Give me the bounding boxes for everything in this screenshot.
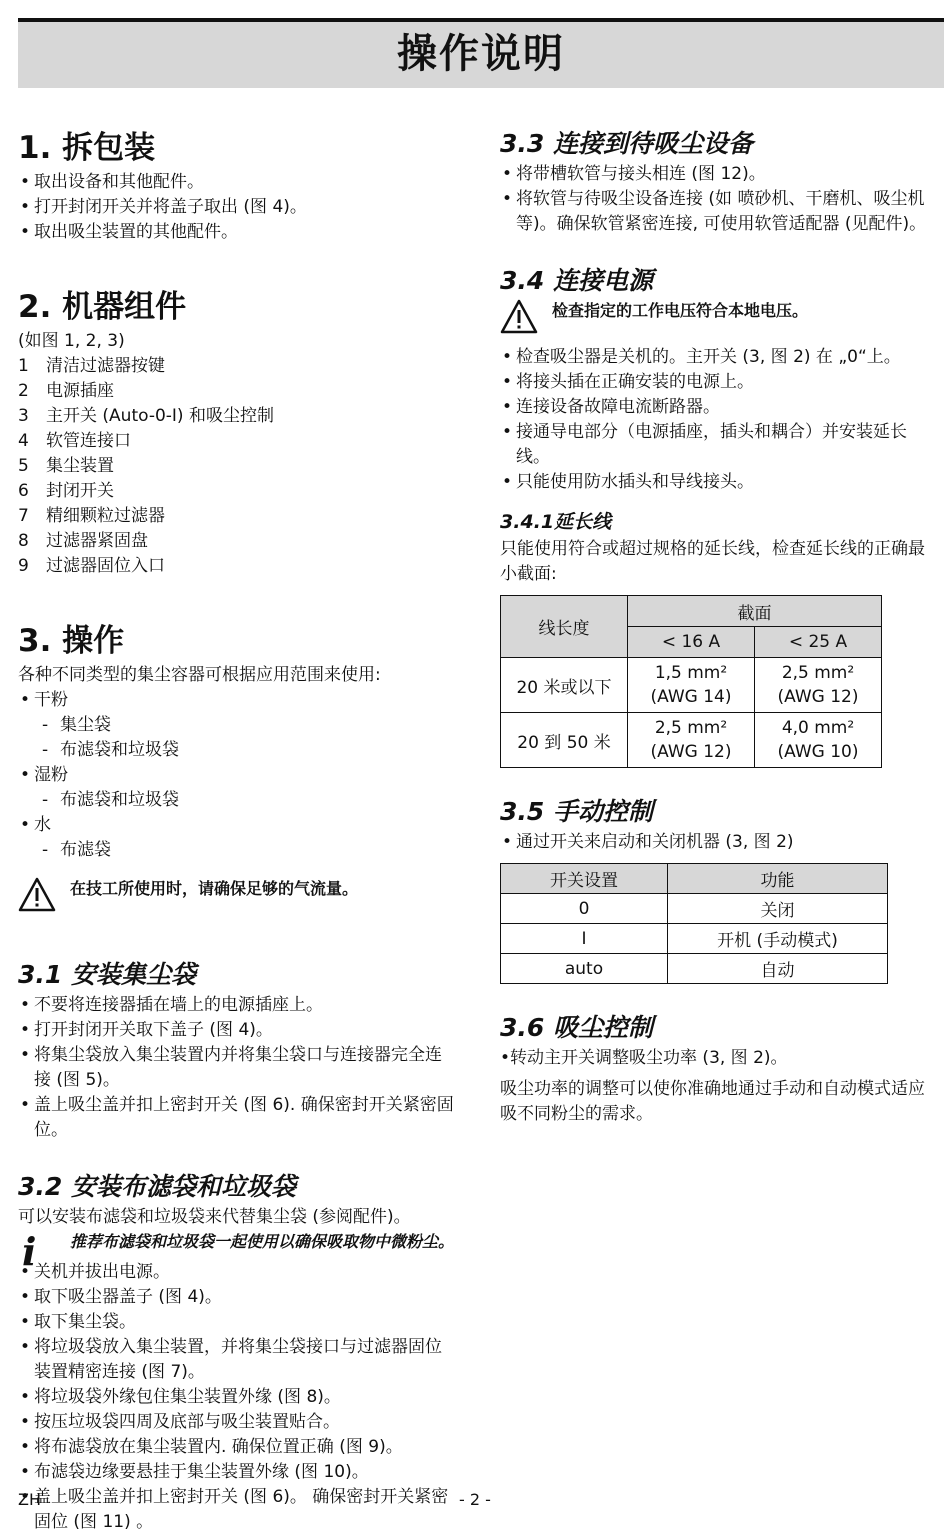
table-header: 功能 [668,864,888,894]
list-item: 2 电源插座 [18,381,114,401]
list-item: • 将集尘袋放入集尘装置内并将集尘袋口与连接器完全连接 (图 5)。 [18,1043,458,1093]
list-item: • 取出吸尘装置的其他配件。 [18,220,458,245]
components-intro: (如图 1, 2, 3) [18,331,125,351]
operation-intro: 各种不同类型的集尘容器可根据应用范围来使用: [18,665,381,685]
list-item: • 布滤袋边缘要悬挂于集尘装置外缘 (图 10)。 [18,1460,458,1485]
list-item: 1 清洁过滤器按键 [18,356,165,376]
section-heading-connect-power: 3.4 连接电源 [500,266,653,295]
list-item: • 取下吸尘器盖子 (图 4)。 [18,1285,458,1310]
list-item: • 将垃圾袋外缘包住集尘装置外缘 (图 8)。 [18,1385,458,1410]
list-item: • 将接头插在正确安装的电源上。 [500,370,930,395]
suction-control-item: •转动主开关调整吸尘功率 (3, 图 2)。 [500,1048,788,1068]
container-type-list [18,763,458,788]
table-row [501,954,888,984]
components-list [18,354,458,579]
list-item: • 水 [18,813,458,838]
list-item: • 将布滤袋放在集尘装置内. 确保位置正确 (图 9)。 [18,1435,458,1460]
table-header: < 16 A [628,627,755,658]
list-item: • 干粉 [18,688,458,713]
table-cell: auto [501,954,668,984]
right-column [500,128,930,1127]
install-filter-bag-intro: 可以安装布滤袋和垃圾袋来代替集尘袋 (参阅配件)。 [18,1207,411,1227]
table-row [501,894,888,924]
info-icon: i [22,1229,37,1274]
list-item: 8 过滤器紧固盘 [18,531,148,551]
list-item: 7 精细颗粒过滤器 [18,506,165,526]
list-item: • 打开封闭开关并将盖子取出 (图 4)。 [18,195,458,220]
section-heading-operation: 3. 操作 [18,623,125,659]
table-row [501,924,888,954]
table-cell: 2,5 mm² (AWG 12) [628,713,755,768]
sub-list [18,788,458,813]
list-item: - 布滤袋 [42,838,458,863]
section-heading-unpacking: 1. 拆包装 [18,130,156,166]
install-bag-list [18,993,458,1143]
list-item: 3 主开关 (Auto-0-I) 和吸尘控制 [18,406,274,426]
table-cell: I [501,924,668,954]
table-header: < 25 A [755,627,882,658]
list-item: • 盖上吸尘盖并扣上密封开关 (图 6)。 确保密封开关紧密固位 (图 11) 。 [18,1485,458,1535]
table-cell: 4,0 mm² (AWG 10) [755,713,882,768]
list-item: - 布滤袋和垃圾袋 [42,788,458,813]
table-header: 截面 [628,596,882,627]
section-heading-install-filter-bag: 3.2 安装布滤袋和垃圾袋 [18,1172,296,1201]
list-item: • 湿粉 [18,763,458,788]
list-item: • 取出设备和其他配件。 [18,170,458,195]
list-item: • 取下集尘袋。 [18,1310,458,1335]
warning-notice [500,299,930,339]
extension-cord-intro: 只能使用符合或超过规格的延长线，检查延长线的正确最小截面: [500,539,925,584]
list-item: • 盖上吸尘盖并扣上密封开关 (图 6). 确保密封开关紧密固位。 [18,1093,458,1143]
list-item: 9 过滤器固位入口 [18,556,165,576]
list-item: • 检查吸尘器是关机的。主开关 (3, 图 2) 在 „0“上。 [500,345,930,370]
list-item: 6 封闭开关 [18,481,114,501]
list-item: • 将带槽软管与接头相连 (图 12)。 [500,162,930,187]
list-item: • 打开封闭开关取下盖子 (图 4)。 [18,1018,458,1043]
list-item: 5 集尘装置 [18,456,114,476]
section-heading-suction-control: 3.6 吸尘控制 [500,1013,653,1042]
extension-cord-table [500,595,882,768]
suction-control-text: 吸尘功率的调整可以使你准确地通过手动和自动模式适应吸不同粉尘的需求。 [500,1079,925,1124]
section-heading-connect-device: 3.3 连接到待吸尘设备 [500,129,753,158]
list-item: • 通过开关来启动和关闭机器 (3, 图 2) [500,830,930,855]
warning-text: 在技工所使用时，请确保足够的气流量。 [70,879,359,898]
left-column [18,128,458,1535]
table-row [501,658,882,713]
list-item: • 不要将连接器插在墙上的电源插座上。 [18,993,458,1018]
table-cell: 开机 (手动模式) [668,924,888,954]
list-item: • 连接设备故障电流断路器。 [500,395,930,420]
table-cell: 1,5 mm² (AWG 14) [628,658,755,713]
list-item: • 关机并拔出电源。 [18,1260,458,1285]
section-heading-install-bag: 3.1 安装集尘袋 [18,960,196,989]
section-heading-components: 2. 机器组件 [18,289,187,325]
switch-table [500,863,888,984]
warning-icon [18,877,56,913]
warning-notice [18,877,458,917]
table-cell: 20 到 50 米 [501,713,628,768]
container-type-list [18,813,458,838]
manual-control-list [500,830,930,855]
sub-list [18,838,458,863]
table-cell: 自动 [668,954,888,984]
info-note-text: 推荐布滤袋和垃圾袋一起使用以确保吸取物中微粉尘。 [70,1232,455,1251]
title-bar [18,18,944,88]
table-cell: 关闭 [668,894,888,924]
section-heading-extension-cord: 3.4.1延长线 [500,511,612,533]
warning-icon [500,299,538,335]
table-cell: 0 [501,894,668,924]
table-row [501,713,882,768]
table-cell: 2,5 mm² (AWG 12) [755,658,882,713]
table-header: 开关设置 [501,864,668,894]
footer-language: ZH [18,1490,41,1509]
list-item: • 按压垃圾袋四周及底部与吸尘装置贴合。 [18,1410,458,1435]
connect-power-list [500,345,930,495]
unpacking-list [18,170,458,245]
sub-list [18,713,458,763]
section-heading-manual-control: 3.5 手动控制 [500,797,653,826]
connect-device-list [500,162,930,237]
list-item: • 将软管与待吸尘设备连接 (如 喷砂机、干磨机、吸尘机等)。确保软管紧密连接, 可使用软管适配器 (见配件)。 [500,187,930,237]
list-item: • 接通导电部分（电源插座，插头和耦合）并安装延长线。 [500,420,930,470]
container-type-list [18,688,458,713]
page-title: 操作说明 [397,31,565,77]
warning-text: 检查指定的工作电压符合本地电压。 [552,301,809,320]
list-item: 4 软管连接口 [18,431,131,451]
list-item: - 布滤袋和垃圾袋 [42,738,458,763]
list-item: • 将垃圾袋放入集尘装置，并将集尘袋接口与过滤器固位装置精密连接 (图 7)。 [18,1335,458,1385]
list-item: - 集尘袋 [42,713,458,738]
table-cell: 20 米或以下 [501,658,628,713]
table-header: 线长度 [501,596,628,658]
list-item: • 只能使用防水插头和导线接头。 [500,470,930,495]
footer-page-number: - 2 - [459,1490,491,1509]
